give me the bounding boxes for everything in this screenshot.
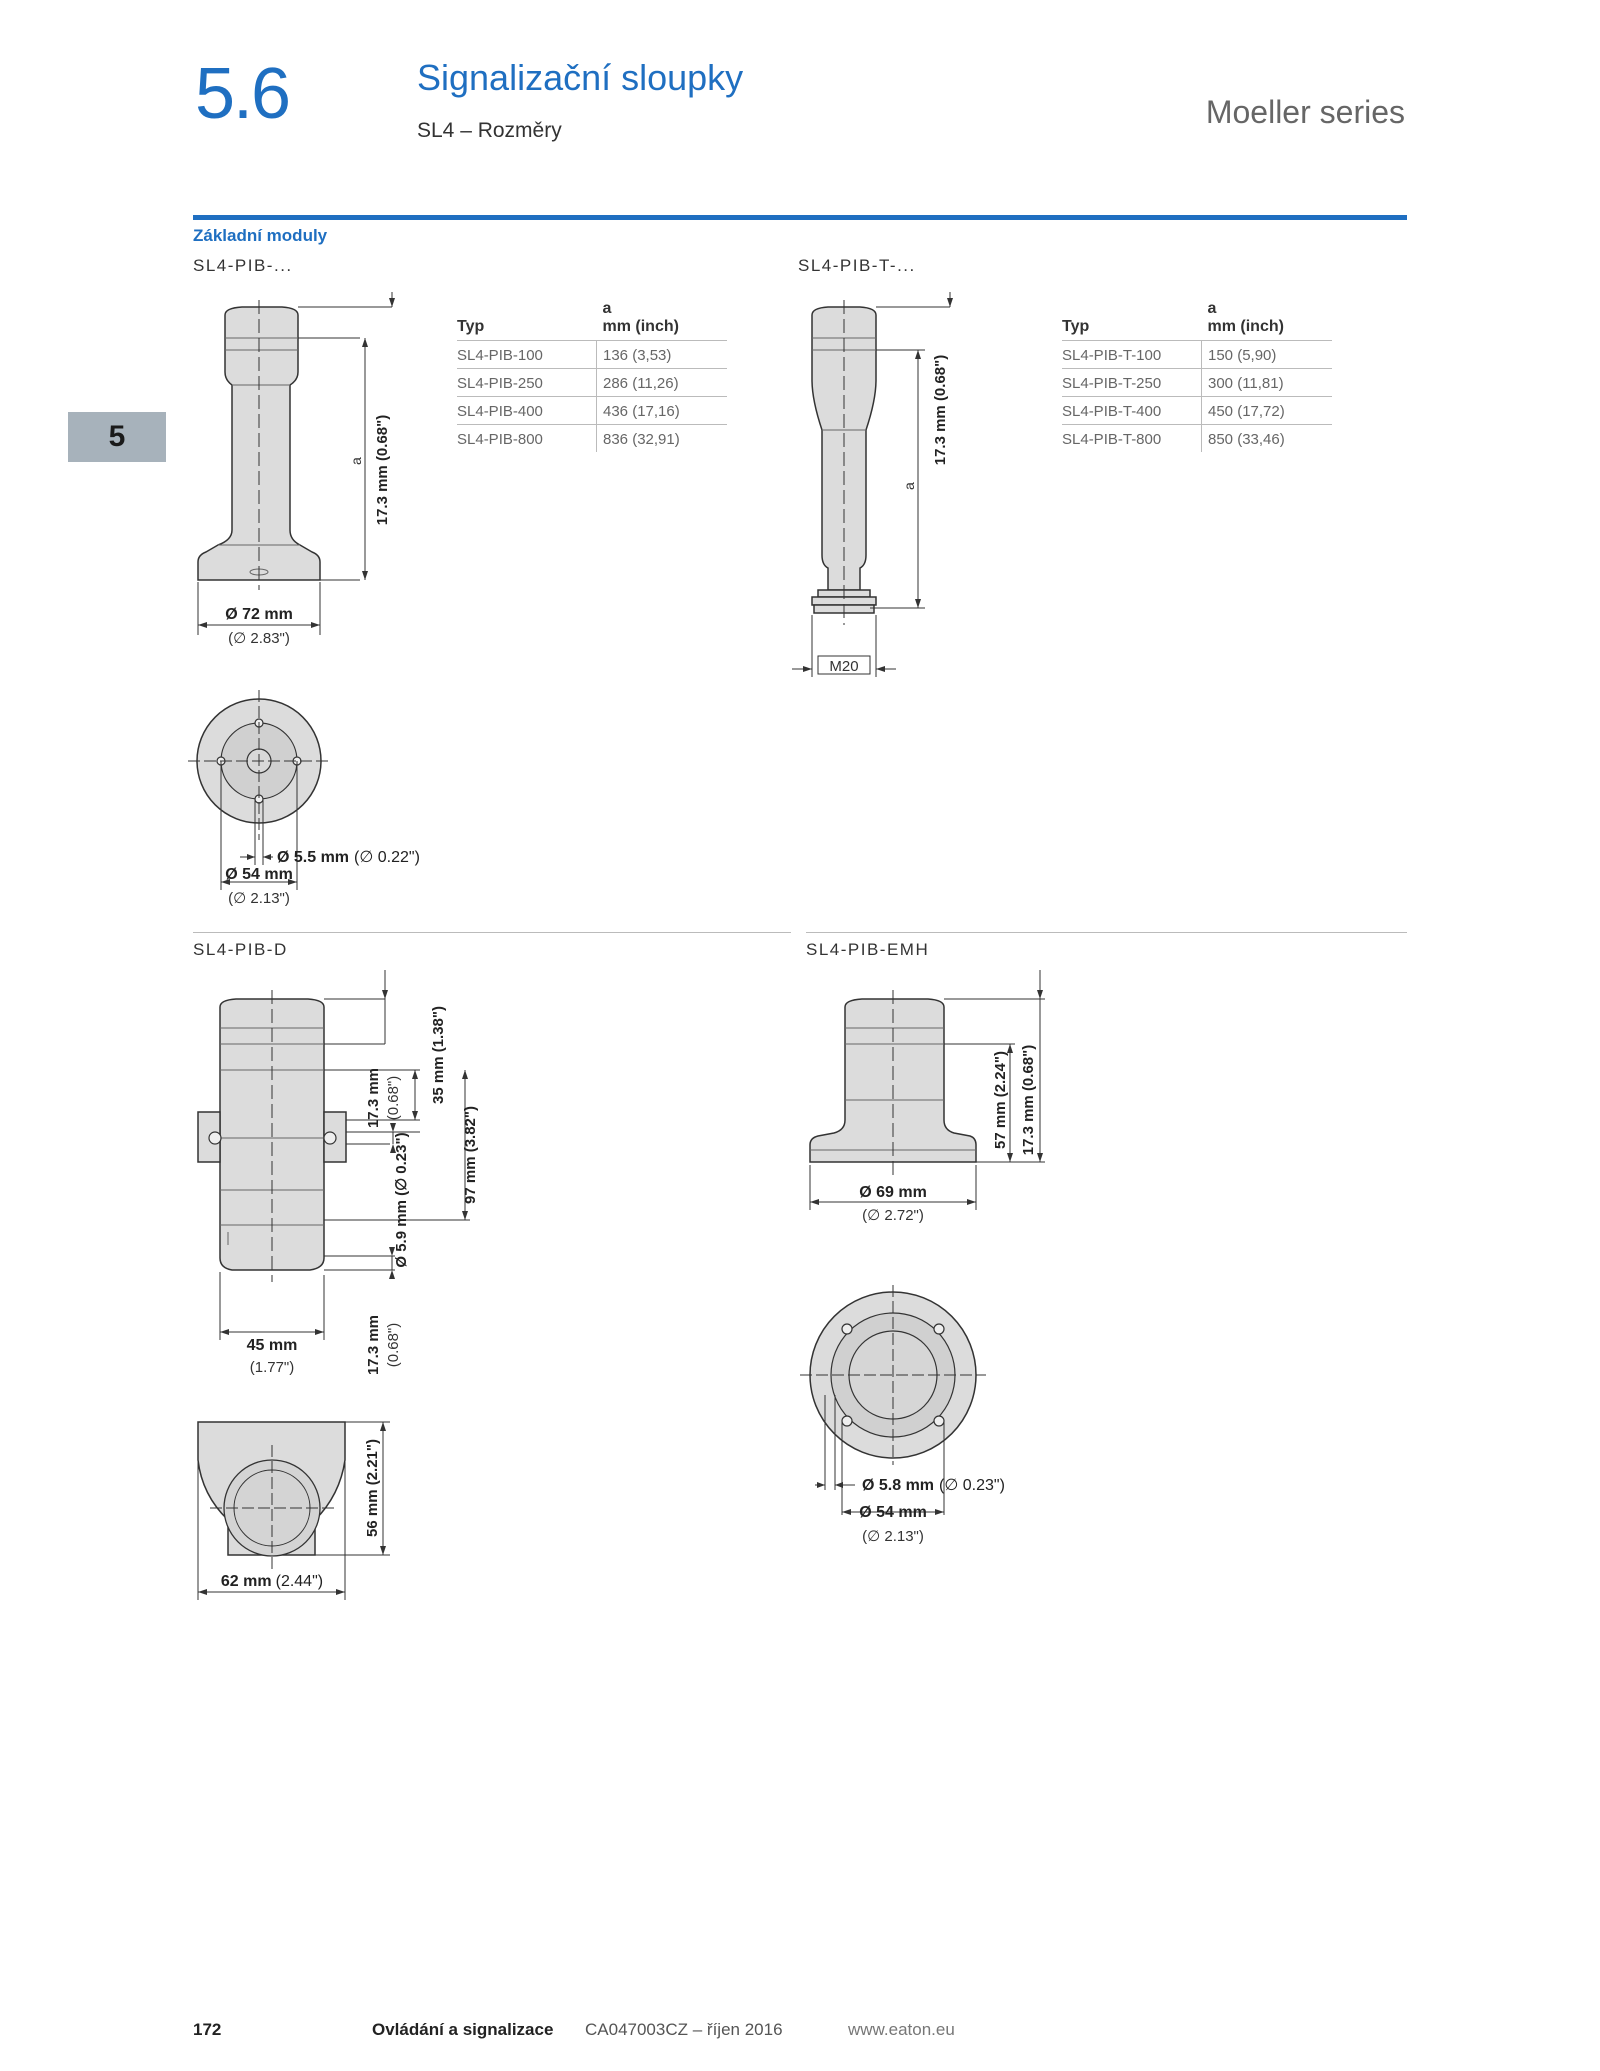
drawing-pib-side (180, 290, 430, 660)
dim-height-35: 35 mm (1.38") (430, 1006, 447, 1104)
dim-height-56: 56 mm (2.21") (364, 1439, 381, 1537)
page-title: Signalizační sloupky (417, 57, 744, 98)
footer-doc-id: CA047003CZ – říjen 2016 (585, 2020, 783, 2039)
page-subtitle: SL4 – Rozměry (417, 119, 562, 142)
dim-height-17: 17.3 mm (0.68") (374, 414, 391, 526)
dim-a: a (901, 482, 917, 490)
dim-hole-58: Ø 5.8 mm (∅ 0.23") (862, 1477, 1005, 1494)
dim-height-17: 17.3 mm (0.68") (1020, 1044, 1037, 1156)
dimension-table-pib-t (1062, 298, 1332, 452)
chapter-tab[interactable]: 5 (68, 412, 166, 462)
drawing-pib-bottom (180, 690, 450, 925)
dim-height-17-in: (0.68") (385, 1075, 402, 1121)
dim-hole-59: Ø 5.9 mm (∅ 0.23") (393, 1132, 410, 1268)
dim-diameter-72-in: (∅ 2.83") (228, 630, 290, 647)
page-number: 172 (193, 2020, 222, 2039)
table-row: SL4-PIB-T-800 850 (33,46) (1062, 425, 1332, 453)
table-header-type: Typ (1062, 318, 1090, 335)
dim-diameter-54: Ø 54 mm (859, 1504, 927, 1521)
dim-height-17: 17.3 mm (0.68") (932, 354, 949, 466)
dim-width-45-in: (1.77") (249, 1359, 295, 1376)
dim-thread-m20: M20 (829, 658, 859, 675)
dim-width-62: 62 mm (2.44") (220, 1573, 324, 1590)
product-label-pib-t: SL4-PIB-T-... (798, 256, 916, 275)
drawing-pib-d-front (180, 970, 500, 1390)
section-divider-left (193, 932, 791, 933)
drawing-pib-emh-side (800, 970, 1080, 1250)
table-header-type: Typ (457, 318, 485, 335)
table-row: SL4-PIB-T-250 300 (11,81) (1062, 369, 1332, 397)
product-label-pib-emh: SL4-PIB-EMH (806, 940, 930, 959)
dim-height-17-bottom-mm: 17.3 mm (365, 1314, 382, 1376)
table-header-a: a mm (inch) (1207, 300, 1284, 335)
dim-diameter-54-in: (∅ 2.13") (862, 1528, 924, 1545)
dim-diameter-69: Ø 69 mm (859, 1184, 927, 1201)
product-label-pib-d: SL4-PIB-D (193, 940, 288, 959)
section-label: Základní moduly (193, 226, 328, 245)
dim-diameter-54: Ø 54 mm (225, 866, 293, 883)
dim-diameter-54-in: (∅ 2.13") (228, 890, 290, 907)
footer-doc-title: Ovládání a signalizace (372, 2020, 554, 2039)
table-row: SL4-PIB-800 836 (32,91) (457, 425, 727, 453)
dim-diameter-69-in: (∅ 2.72") (862, 1207, 924, 1224)
drawing-pib-emh-bottom (800, 1285, 1080, 1555)
table-row: SL4-PIB-T-400 450 (17,72) (1062, 397, 1332, 425)
dim-height-97: 97 mm (3.82") (462, 1106, 479, 1204)
dimension-table-pib (457, 298, 727, 452)
dim-hole-55: Ø 5.5 mm (∅ 0.22") (277, 849, 420, 866)
drawing-pib-t-side (790, 290, 1020, 690)
table-row: SL4-PIB-T-100 150 (5,90) (1062, 341, 1332, 369)
table-row: SL4-PIB-400 436 (17,16) (457, 397, 727, 425)
footer-url[interactable]: www.eaton.eu (848, 2020, 955, 2039)
section-number: 5.6 (195, 54, 290, 134)
dim-width-45: 45 mm (246, 1337, 298, 1354)
drawing-pib-d-top (180, 1400, 430, 1620)
table-row: SL4-PIB-250 286 (11,26) (457, 369, 727, 397)
header-rule (193, 215, 1407, 220)
dim-height-17-bottom-in: (0.68") (385, 1322, 402, 1368)
dim-diameter-72: Ø 72 mm (225, 606, 293, 623)
dim-height-57: 57 mm (2.24") (992, 1051, 1009, 1149)
product-label-pib: SL4-PIB-... (193, 256, 293, 275)
series-label: Moeller series (1205, 94, 1405, 130)
table-row: SL4-PIB-100 136 (3,53) (457, 341, 727, 369)
dim-a: a (348, 457, 364, 465)
section-divider-right (806, 932, 1407, 933)
table-header-a: a mm (inch) (602, 300, 679, 335)
dim-height-17-mm: 17.3 mm (365, 1067, 382, 1129)
